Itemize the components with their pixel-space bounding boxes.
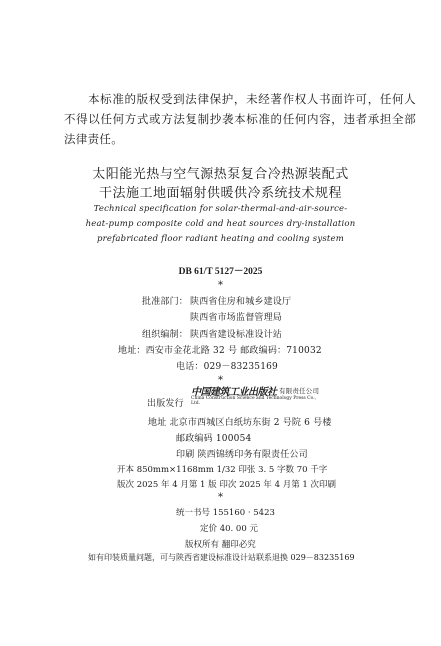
title-en-line-3: prefabricated floor radiant heating and cooling system xyxy=(96,234,345,244)
title-cn-line-1: 太阳能光热与空气源热泵复合冷热源装配式 xyxy=(92,167,349,182)
publisher-address: 地址 北京市西城区白纸坊东街 2 号院 6 号楼 xyxy=(148,418,332,428)
title-en-line-1: Technical specification for solar-thermal-and-air-source- xyxy=(93,204,348,214)
org-label: 组织编制： xyxy=(142,330,189,340)
approve-label: 批准部门： xyxy=(142,297,189,307)
org-phone: 电话：029－83235169 xyxy=(176,362,278,372)
org-address: 地址：西安市金花北路 32 号 邮政编码：710032 xyxy=(118,346,322,356)
standard-number: DB 61/T 5127－2025 xyxy=(178,267,263,277)
separator-star-2: * xyxy=(218,375,223,386)
format-line: 开本 850mm×1168mm 1/32 印张 3. 5 字数 70 千字 xyxy=(117,465,328,475)
rights-reserved: 版权所有 翻印必究 xyxy=(185,540,256,550)
approve-dept-1: 陕西省住房和城乡建设厅 xyxy=(190,297,292,307)
edition-line: 版次 2025 年 4 月第 1 版 印次 2025 年 4 月第 1 次印刷 xyxy=(117,480,337,490)
title-cn-line-2: 干法施工地面辐射供暖供冷系统技术规程 xyxy=(98,186,342,201)
publisher-suffix: 有限责任公司 xyxy=(279,387,320,395)
publisher-logo xyxy=(191,383,321,406)
separator-star-3: * xyxy=(218,492,223,503)
separator-star-1: * xyxy=(218,280,223,291)
publisher-label: 出版发行 xyxy=(147,399,184,409)
price: 定价 40. 00 元 xyxy=(200,524,258,534)
isbn: 统一书号 155160 · 5423 xyxy=(176,508,275,518)
copyright-notice: 本标准的版权受到法律保护，未经著作权人书面许可，任何人不得以任何方式或方法复制抄袭本标准的任何内容，违者承担全部法律责任。 xyxy=(64,92,416,146)
publisher-logo-text: 中国建筑工业出版社 xyxy=(191,387,277,398)
printer: 印刷 陕西锦绣印务有限责任公司 xyxy=(176,450,308,460)
footer-contact: 如有印装质量问题，可与陕西省建设标准设计站联系退换 029－83235169 xyxy=(88,553,355,562)
publisher-zip: 邮政编码 100054 xyxy=(176,434,252,444)
title-en-line-2: heat-pump composite cold and heat sources dry-installation xyxy=(85,219,356,229)
org-name: 陕西省建设标准设计站 xyxy=(190,330,283,340)
publisher-logo-en: China Construction Science and Technology Press Co., Ltd. xyxy=(191,396,317,406)
approve-dept-2: 陕西省市场监督管理局 xyxy=(190,313,283,323)
